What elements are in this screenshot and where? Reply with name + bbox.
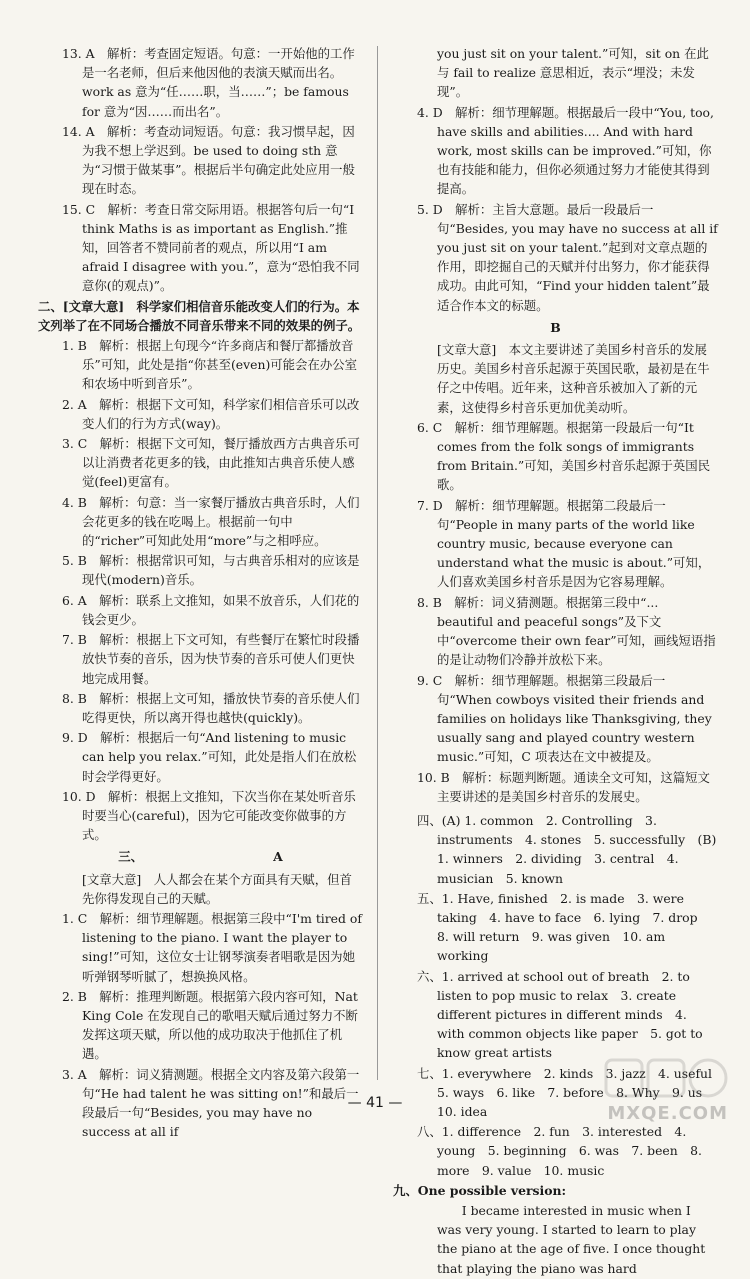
left-paragraph: 2. A 解析：根据下文可知，科学家们相信音乐可以改变人们的行为方式(way)。	[62, 396, 360, 431]
left-paragraph: 2. B 解析：推理判断题。根据第六段内容可知，Nat King Cole 在发现自己的歌唱天赋后通过努力不断发挥这项天赋，所以他的成功取决于他抓住了机遇。	[62, 988, 358, 1062]
left-paragraph: 1. B 解析：根据上句现今“许多商店和餐厅都播放音乐”可知，此处是指“你甚至(even)可能会在办公室和农场中听到音乐”。	[62, 338, 358, 392]
right-paragraph: you just sit on your talent.”可知，sit on 在此与 fail to realize 意思相近，表示“埋没；未发现”。	[437, 46, 709, 100]
left-paragraph: 15. C 解析：考查日常交际用语。根据答句后一句“I think Maths is as important as English.”推知，回答者不赞同前者的观点，所以用“I am afraid I disagree with you.”，意为“恐怕我不同意你(的观点)”。	[62, 201, 360, 294]
right-paragraph: 7. D 解析：细节理解题。根据第二段最后一句“People in many parts of the world like country music, because everyone can understand what the music is about.”可知，人们喜欢美国乡村音乐是因为它容易理解。	[417, 497, 711, 590]
right-paragraph: 10. B 解析：标题判断题。通读全文可知，这篇短文主要讲述的是美国乡村音乐的发展史。	[417, 769, 710, 804]
watermark-text: MXQE.COM	[607, 1103, 728, 1124]
left-paragraph: 14. A 解析：考查动词短语。句意：我习惯早起，因为我不想上学迟到。be used to doing sth 意为“习惯于做某事”。根据后半句确定此处应用一般现在时态。	[62, 123, 355, 197]
left-paragraph: 4. B 解析：句意：当一家餐厅播放古典音乐时，人们会花更多的钱在吃喝上。根据前一句中的“richer”可知此处用“more”与之相呼应。	[62, 494, 360, 549]
left-paragraph: 3. C 解析：根据下文可知，餐厅播放西方古典音乐可以让消费者花更多的钱，由此推知古典音乐使人感觉(feel)更富有。	[62, 436, 360, 490]
left-paragraph: 9. D 解析：根据后一句“And listening to music can help you relax.”可知，此处是指人们在放松时会学得更好。	[62, 730, 357, 784]
left-paragraph: 1. C 解析：细节理解题。根据第三段中“I'm tired of listening to the piano. I want the player to sing!”可知，这位女士让钢琴演奏者唱歌是因为她听弹钢琴听腻了，想换换风格。	[62, 910, 362, 984]
right-paragraph: 6. C 解析：细节理解题。根据第一段最后一句“It comes from the folk songs of immigrants from Britain.”可知，美国乡村音乐起源于英国民歌。	[417, 419, 711, 493]
right-paragraph: 九、One possible version:	[393, 1182, 567, 1198]
left-paragraph: 3. A 解析：词义猜测题。根据全文内容及第六段第一句“He had talent he was sitting on!”和最后一段最后一句“Besides, you may have no success at all if	[62, 1066, 360, 1140]
left-paragraph: 6. A 解析：联系上文推知，如果不放音乐，人们花的钱会更少。	[62, 592, 360, 627]
right-paragraph: 四、(A) 1. common 2. Controlling 3. instruments 4. stones 5. successfully (B) 1. winners 2. dividing 3. central 4. musician 5. known	[417, 812, 717, 886]
right-paragraph: 七、1. everywhere 2. kinds 3. jazz 4. useful 5. ways 6. like 7. before 8. Why 9. us 10. idea	[417, 1065, 725, 1119]
left-paragraph: 10. D 解析：根据上文推知，下次当你在某处听音乐时要当心(careful)，因为它可能改变你做事的方式。	[62, 788, 356, 843]
right-paragraph: 5. D 解析：主旨大意题。最后一段最后一句“Besides, you may have no success at all if you just sit on your talent.”起到对文章点题的作用，即挖掘自己的天赋并付出努力，你才能获得成功。由此可知，“Find your hidden talent”最适合作本文的标题。	[417, 201, 718, 313]
right-paragraph: 八、1. difference 2. fun 3. interested 4. young 5. beginning 6. was 7. been 8. more 9. value 10. music	[417, 1124, 702, 1178]
left-paragraph: 三、 A	[118, 849, 283, 865]
right-paragraph: [文章大意] 本文主要讲述了美国乡村音乐的发展历史。美国乡村音乐起源于英国民歌，最初是在牛仔之中传唱。近年来，这种音乐被加入了新的元素，这使得乡村音乐更加优美动听。	[437, 342, 710, 415]
right-paragraph: 9. C 解析：细节理解题。根据第三段最后一句“When cowboys visited their friends and families on holidays like Thanksgiving, they usually sang and played country western music.”可知，C 项表达在文中被提及。	[417, 672, 712, 765]
right-paragraph: 8. B 解析：词义猜测题。根据第三段中“... beautiful and peaceful songs”及下文中“overcome their own fear”可知，画线短语指的是让动物们冷静并放松下来。	[417, 594, 716, 668]
left-paragraph: [文章大意] 人人都会在某个方面具有天赋，但首先你得发现自己的天赋。	[82, 871, 352, 906]
page-number: — 41 —	[347, 1095, 403, 1111]
right-paragraph	[393, 807, 718, 810]
right-paragraph: 六、1. arrived at school out of breath 2. to listen to pop music to relax 3. create different pictures in different minds 4. with common objects like paper 5. got to know great artists	[417, 968, 703, 1061]
right-paragraph: B	[550, 319, 561, 335]
column-divider	[377, 46, 378, 1080]
left-paragraph: 8. B 解析：根据上文可知，播放快节奏的音乐使人们吃得更快，所以离开得也越快(quickly)。	[62, 690, 360, 725]
left-column	[38, 44, 363, 1142]
right-paragraph: 五、1. Have, finished 2. is made 3. were taking 4. have to face 6. lying 7. drop 8. will return 9. was given 10. am working	[417, 890, 710, 964]
left-paragraph: 5. B 解析：根据常识可知，与古典音乐相对的应该是现代(modern)音乐。	[62, 553, 360, 588]
left-paragraph: 7. B 解析：根据上下文可知，有些餐厅在繁忙时段播放快节奏的音乐，因为快节奏的音乐可使人们更快地完成用餐。	[62, 632, 360, 686]
right-paragraph: 4. D 解析：细节理解题。根据最后一段中“You, too, have skills and abilities.... And with hard work, most skills can be improved.”可知，你也有技能和能力，但你必须通过努力才能使其得到提高。	[417, 104, 714, 197]
left-paragraph: 二、[文章大意] 科学家们相信音乐能改变人们的行为。本文列举了在不同场合播放不同音乐带来不同的效果的例子。	[38, 298, 361, 333]
right-paragraph: I became interested in music when I was very young. I started to learn to play the piano at the age of five. I once thought that playing the piano was hard	[437, 1202, 706, 1276]
left-paragraph: 13. A 解析：考查固定短语。句意：一开始他的工作是一名老师，但后来他因他的表演天赋而出名。work as 意为“任……职，当……”；be famous for 意为“因……而出名”。	[62, 46, 355, 119]
